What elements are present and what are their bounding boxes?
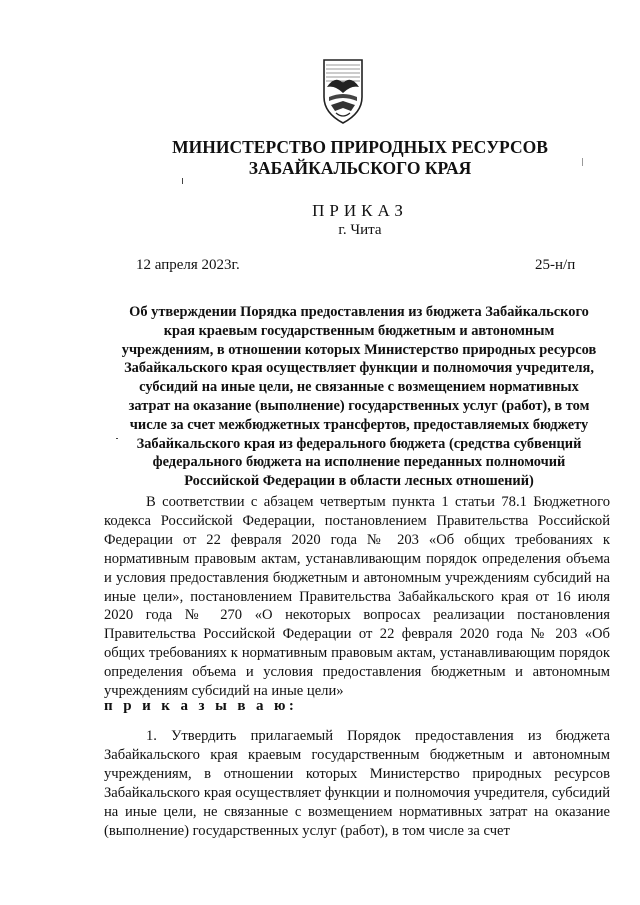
scan-speck — [582, 158, 583, 166]
title-line: края краевым государственным бюджетным и автономным — [163, 322, 555, 339]
title-line: субсидий на иные цели, не связанные с возмещением нормативных — [139, 379, 579, 396]
title-line: затрат на оказание (выполнение) государственных услуг (работ), в том — [128, 397, 590, 414]
clause-1-text: 1. Утвердить прилагаемый Порядок предоставления из бюджета Забайкальского края краевым государственным бюджетным и автономным учреждениям, в отношении которых Министерство природных ресурсов Забайкальского края осуществляет функции и полномочия учредителя, субсидий на иные цели, не связанные с возмещением нормативных затрат на оказание (выполнение) государственных услуг (работ), в том числе за счет — [104, 728, 610, 839]
title-line: Об утверждении Порядка предоставления из бюджета Забайкальского — [129, 304, 589, 320]
preamble-paragraph — [104, 493, 610, 701]
document-type: ПРИКАЗ — [312, 201, 408, 220]
title-line: федерального бюджета на исполнение переданных полномочий — [152, 454, 566, 471]
document-date: 12 апреля 2023г. — [136, 257, 240, 273]
title-line: Российской Федерации в области лесных отношений) — [184, 473, 534, 490]
title-line: Забайкальского края осуществляет функции и полномочия учредителя, — [124, 360, 594, 377]
title-line: Забайкальского края из федерального бюджета (средства субвенций — [136, 435, 582, 452]
document-title — [102, 303, 616, 491]
preamble-text: В соответствии с абзацем четвертым пункта 1 статьи 78.1 Бюджетного кодекса Российской Федерации, постановлением Правительства Российской Федерации от 22 февраля 2020 года № 203 «Об общих требованиях к нормативным правовым актам, устанавливающим порядок определения объема и условия предоставления бюджетным и автономным учреждениям субсидий на иные цели», постановлением Правительства Забайкальского края от 16 июля 2020 года № 270 «О некоторых вопросах реализации постановления Правительства Российской Федерации от 22 февраля 2020 года № 203 «Об общих требованиях к нормативным правовым актам, устанавливающим порядок определения объема и условия предоставления бюджетным и автономным учреждениям субсидий на иные цели» — [104, 494, 610, 700]
scan-speck — [116, 438, 118, 439]
ministry-name — [80, 137, 640, 179]
clause-1-paragraph — [104, 727, 610, 840]
scan-speck — [182, 178, 183, 184]
ministry-line-1: МИНИСТЕРСТВО ПРИРОДНЫХ РЕСУРСОВ — [172, 137, 548, 157]
order-word: п р и к а з ы в а ю: — [104, 698, 298, 714]
ministry-line-2: ЗАБАЙКАЛЬСКОГО КРАЯ — [248, 158, 472, 178]
title-line: числе за счет межбюджетных трансфертов, предоставляемых бюджету — [129, 416, 589, 433]
coat-of-arms-icon — [321, 57, 365, 125]
document-city: г. Чита — [338, 222, 382, 238]
document-number: 25-н/п — [535, 257, 576, 273]
title-line: учреждениям, в отношении которых Министерство природных ресурсов — [121, 341, 597, 358]
